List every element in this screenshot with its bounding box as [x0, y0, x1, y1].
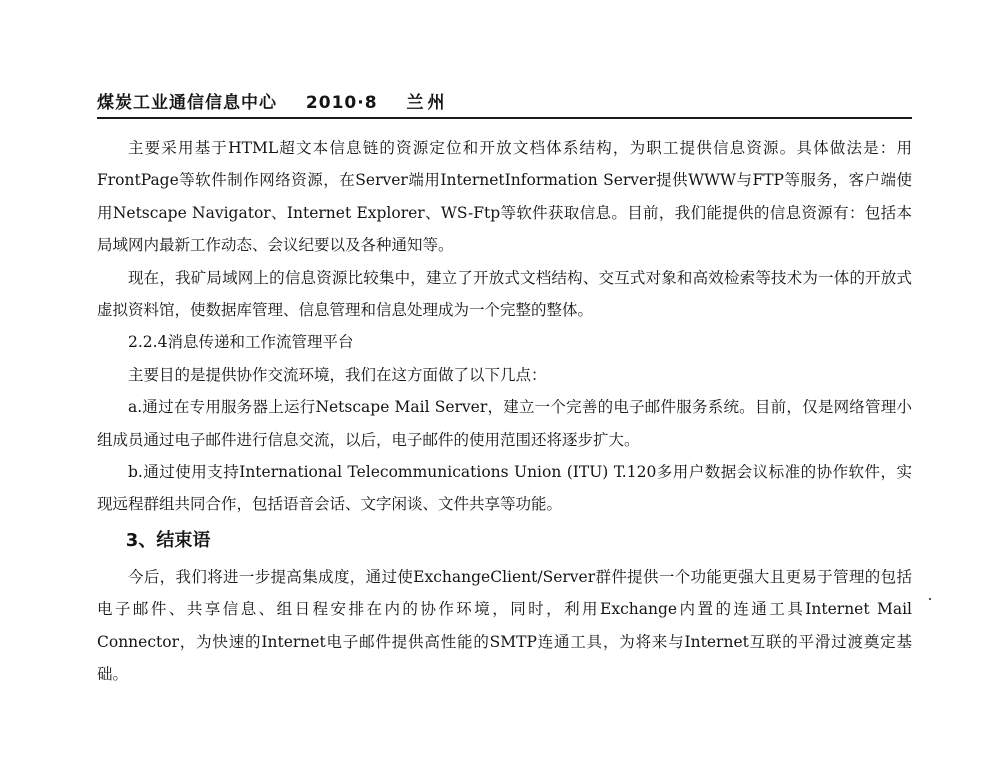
paragraph-conclusion: 今后，我们将进一步提高集成度，通过使ExchangeClient/Server群件提供一个功能更强大且更易于管理的包括电子邮件、共享信息、组日程安排在内的协作环境，同时，利用Exchange内置的连通工具Internet Mail Connector，为快速的Internet电子邮件提供高性能的SMTP连通工具，为将来与Internet互联的平滑过渡奠定基础。: [97, 567, 912, 684]
paragraph-virtual-library: 现在，我矿局域网上的信息资源比较集中，建立了开放式文档结构、交互式对象和高效检索等技术为一体的开放式虚拟资料馆，使数据库管理、信息管理和信息处理成为一个完整的整体。: [97, 268, 912, 320]
header-city: 兰州: [406, 93, 449, 113]
paragraph-resource-location: 主要采用基于HTML超文本信息链的资源定位和开放文档体系结构，为职工提供信息资源。具体做法是：用FrontPage等软件制作网络资源，在Server端用InternetInformation Server提供WWW与FTP等服务，客户端使用Netscape Navigator、Internet Explorer、WS-Ftp等软件获取信息。目前，我们能提供的信息资源有：包括本局域网内最新工作动态、会议纪要以及各种通知等。: [97, 139, 912, 255]
header-publisher: 煤炭工业通信信息中心: [97, 93, 277, 113]
header-date: 2010·8: [305, 93, 378, 113]
running-header: [97, 88, 448, 113]
subsection-heading: 2.2.4消息传递和工作流管理平台: [128, 333, 354, 352]
section-heading: 3、结束语: [125, 529, 211, 551]
scan-speck: [929, 598, 931, 600]
paragraph-item-b: b.通过使用支持International Telecommunications Union (ITU) T.120多用户数据会议标准的协作软件，实现远程群组共同合作，包括语音会话、文字闲谈、文件共享等功能。: [97, 463, 912, 514]
header-rule: [97, 117, 912, 119]
paragraph-item-a: a.通过在专用服务器上运行Netscape Mail Server，建立一个完善的电子邮件服务系统。目前，仅是网络管理小组成员通过电子邮件进行信息交流，以后，电子邮件的使用范围还将逐步扩大。: [97, 398, 912, 449]
body-text: [97, 132, 912, 691]
paragraph-collaboration-intro: 主要目的是提供协作交流环境，我们在这方面做了以下几点：: [128, 365, 547, 384]
